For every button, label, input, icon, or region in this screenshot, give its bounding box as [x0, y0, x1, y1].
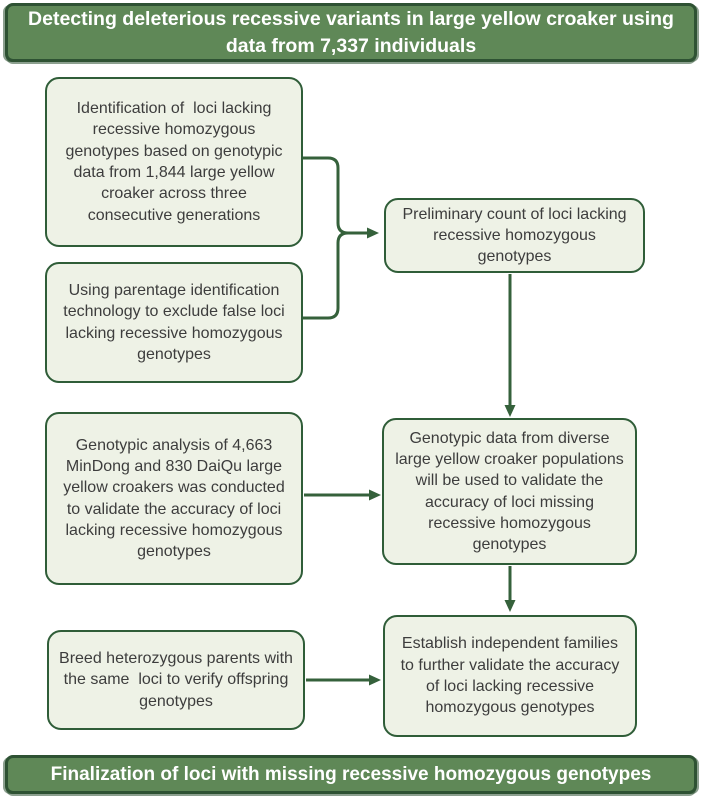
box-genotypic-analysis: Genotypic analysis of 4,663 MinDong and 830 DaiQu large yellow croakers was conducted to validate the accuracy of loci lacking recessive homozygous genotypes [45, 412, 303, 585]
box-preliminary-count: Preliminary count of loci lacking recessive homozygous genotypes [384, 198, 645, 273]
arrow-identification-to-preliminary [303, 158, 368, 233]
box-diverse-population-validation: Genotypic data from diverse large yellow croaker populations will be used to validate the accuracy of loci missing recessive homozygous genotypes [382, 418, 637, 565]
bottom-banner: Finalization of loci with missing recessive homozygous genotypes [5, 755, 697, 794]
box-identification-loci: Identification of loci lacking recessive homozygous genotypes based on genotypic data from 1,844 large yellow croaker across three consecutive generations [45, 77, 303, 247]
top-banner: Detecting deleterious recessive variants in large yellow croaker using data from 7,337 individuals [5, 3, 697, 62]
box-breed-heterozygous-parents: Breed heterozygous parents with the same loci to verify offspring genotypes [47, 630, 305, 730]
arrow-parentage-to-preliminary [303, 233, 356, 318]
box-establish-independent-families: Establish independent families to further validate the accuracy of loci lacking recessive homozygous genotypes [383, 615, 637, 737]
box-parentage-identification: Using parentage identification technology to exclude false loci lacking recessive homozygous genotypes [45, 262, 303, 383]
